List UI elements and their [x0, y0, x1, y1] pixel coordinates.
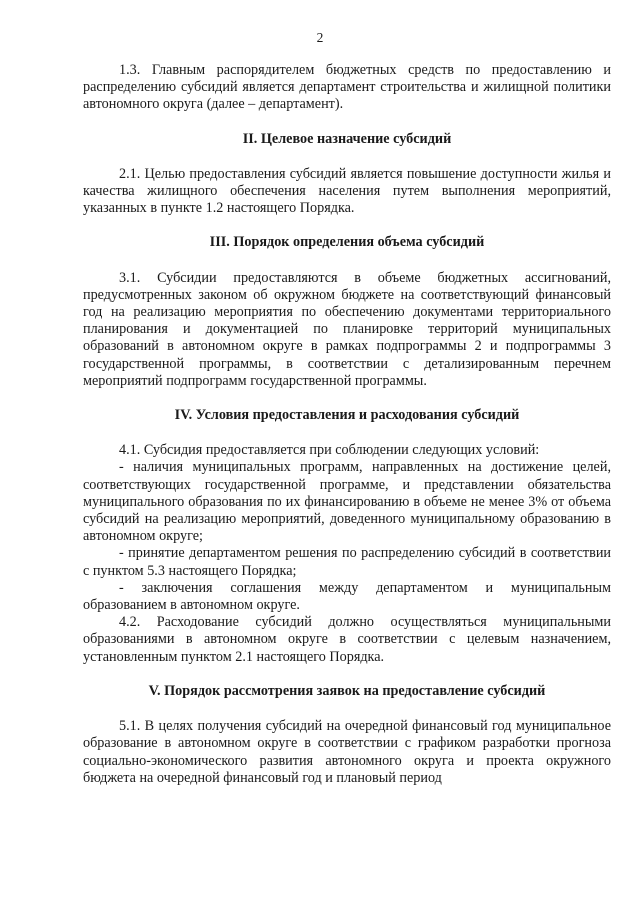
paragraph-4-1: 4.1. Субсидия предоставляется при соблюдении следующих условий:: [119, 442, 540, 459]
paragraph-4-1-condition-1: - наличия муниципальных программ, направленных на достижение целей, соответствующих государственной программе, и представлении обязательства муниципального образования по их финансированию в объеме не менее 3% от объема субсидий на реализацию мероприятий, доведенного муниципальному образованию в автономном округе;: [83, 459, 611, 545]
section-heading-4: IV. Условия предоставления и расходования субсидий: [174, 407, 520, 424]
section-heading-5: V. Порядок рассмотрения заявок на предоставление субсидий: [148, 682, 546, 699]
paragraph-2-1: 2.1. Целью предоставления субсидий является повышение доступности жилья и качества жилищного обеспечения населения путем выполнения мероприятий, указанных в пункте 1.2 настоящего Порядка.: [83, 165, 611, 217]
paragraph-4-1-condition-2: - принятие департаментом решения по распределению субсидий в соответствии с пунктом 5.3 настоящего Порядка;: [83, 545, 611, 579]
section-heading-2: II. Целевое назначение субсидий: [242, 130, 452, 147]
document-body: [83, 62, 611, 787]
section-heading-3: III. Порядок определения объема субсидий: [209, 234, 485, 251]
page-number: 2: [316, 30, 324, 45]
paragraph-5-1: 5.1. В целях получения субсидий на очередной финансовый год муниципальное образование в автономном округе в соответствии с графиком разработки прогноза социально-экономического развития автономного округа и проекта окружного бюджета на очередной финансовый год и плановый период: [83, 718, 611, 786]
paragraph-4-1-condition-3: - заключения соглашения между департаментом и муниципальным образованием в автономном округе.: [83, 579, 611, 614]
paragraph-3-1: 3.1. Субсидии предоставляются в объеме бюджетных ассигнований, предусмотренных законом об окружном бюджете на соответствующий финансовый год на реализацию мероприятия по обеспечению документами территориального планирования и документацией по планировке территорий муниципальных образований в автономном округе в рамках подпрограммы 2 и подпрограммы 3 государственной программы, в соответствии с детализированным перечнем мероприятий подпрограмм государственной программы.: [83, 269, 611, 389]
paragraph-1-3: 1.3. Главным распорядителем бюджетных средств по предоставлению и распределению субсидий является департамент строительства и жилищной политики автономного округа (далее – департамент).: [83, 62, 611, 113]
paragraph-4-2: 4.2. Расходование субсидий должно осуществляться муниципальными образованиями в автономном округе в соответствии с целевым назначением, установленным пунктом 2.1 настоящего Порядка.: [83, 614, 611, 665]
